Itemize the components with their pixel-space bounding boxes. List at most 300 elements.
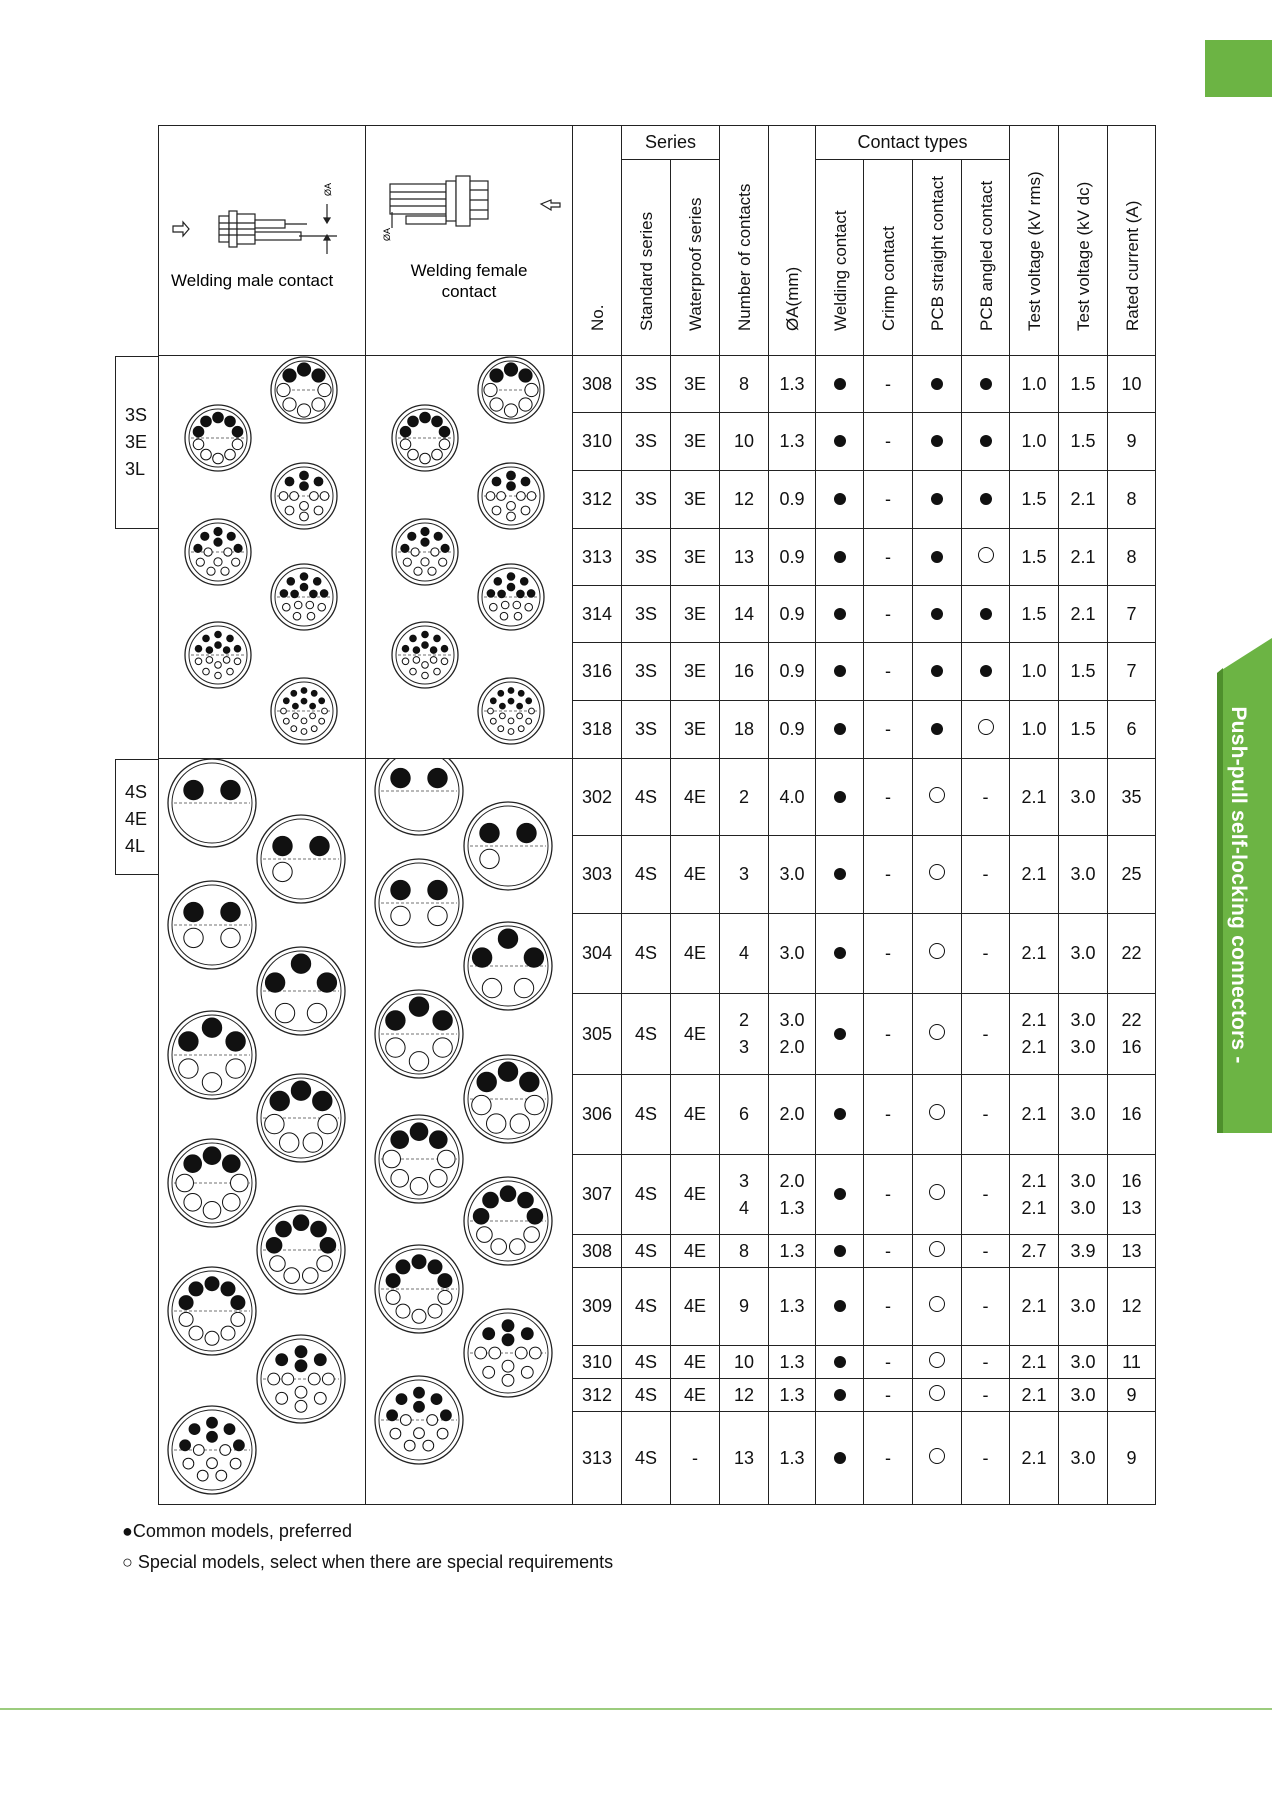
- connector-face-drawing: [478, 564, 544, 630]
- cell-dia: 1.3: [769, 356, 816, 413]
- open-circle-icon: [929, 1104, 945, 1120]
- dash-symbol: -: [885, 603, 891, 624]
- connector-face-drawing: [464, 922, 552, 1010]
- cell-test-rms: 1.0: [1010, 701, 1059, 759]
- cell-welding: [816, 1379, 864, 1412]
- cell-no: 308: [573, 356, 622, 413]
- cell-pcb-angled: [962, 836, 1010, 914]
- dash-symbol: -: [885, 546, 891, 567]
- dash-symbol: -: [982, 1184, 989, 1204]
- connector-face-drawing: [185, 405, 251, 471]
- legend-special: ○ Special models, select when there are special requirements: [122, 1552, 614, 1572]
- cell-num-contacts-line2: 3: [738, 1037, 749, 1057]
- cell-rated-current: 9: [1108, 1412, 1156, 1505]
- cell-standard: 3S: [622, 413, 671, 471]
- cell-test-dc: 3.9: [1059, 1235, 1108, 1268]
- cell-pcb-angled: [962, 1412, 1010, 1505]
- connector-face-drawing: [375, 859, 463, 947]
- cell-test-dc: 3.0: [1059, 1268, 1108, 1346]
- female-contact-drawing: [366, 126, 572, 356]
- col-pcb-straight-label: PCB straight contact: [928, 176, 947, 331]
- dash-symbol: -: [982, 1104, 989, 1124]
- cell-dia: 0.9: [769, 701, 816, 759]
- col-header-test-rms: [1010, 126, 1059, 356]
- dash-symbol: -: [885, 661, 891, 681]
- col-welding-label: Welding contact: [831, 210, 850, 331]
- group-label-4-series: [115, 759, 159, 875]
- cell-num-contacts-line1: 2: [738, 1010, 749, 1030]
- col-header-crimp: [864, 160, 913, 356]
- cell-waterproof: 3E: [671, 413, 720, 471]
- cell-test-rms: 2.1: [1010, 914, 1059, 994]
- cell-pcb-angled: [962, 1268, 1010, 1346]
- cell-rated-current: [1108, 1155, 1156, 1235]
- cell-test-dc: 3.0: [1059, 836, 1108, 914]
- open-circle-icon: [929, 864, 945, 880]
- cell-pcb-angled: [962, 1379, 1010, 1412]
- cell-test-dc-line2: 3.0: [1070, 1037, 1096, 1057]
- cell-rated-current-line1: 16: [1121, 1170, 1142, 1191]
- filled-dot-icon: [931, 665, 943, 677]
- cell-num-contacts: 8: [720, 1235, 769, 1268]
- cell-test-rms: 1.0: [1010, 643, 1059, 701]
- cell-num-contacts: 6: [720, 1075, 769, 1155]
- dash-symbol: -: [982, 1240, 989, 1261]
- cell-test-rms: 2.1: [1010, 836, 1059, 914]
- cell-waterproof: 4E: [671, 1268, 720, 1346]
- cell-no: 307: [573, 1155, 622, 1235]
- dash-symbol: -: [885, 943, 891, 963]
- cell-num-contacts: 3: [720, 836, 769, 914]
- filled-dot-icon: [834, 1389, 846, 1401]
- cell-waterproof: 3E: [671, 529, 720, 586]
- dash-symbol: -: [885, 489, 891, 509]
- dash-symbol: -: [982, 1384, 989, 1405]
- cell-standard: 3S: [622, 586, 671, 643]
- cell-welding: [816, 1268, 864, 1346]
- female-3-series-drawings: [366, 356, 573, 759]
- cell-pcb-straight: [913, 471, 962, 529]
- filled-dot-icon: [931, 551, 943, 563]
- filled-dot-icon: [834, 608, 846, 620]
- connector-face-drawing: [257, 1206, 345, 1294]
- col-header-welding: [816, 160, 864, 356]
- cell-standard: 4S: [622, 1075, 671, 1155]
- connector-face-drawing: [464, 1055, 552, 1143]
- dash-symbol: -: [982, 943, 989, 963]
- cell-pcb-straight: [913, 643, 962, 701]
- connector-face-drawing: [271, 678, 337, 744]
- dash-symbol: -: [982, 1296, 989, 1316]
- cell-crimp: [864, 413, 913, 471]
- cell-welding: [816, 1412, 864, 1505]
- cell-test-rms: 1.5: [1010, 471, 1059, 529]
- cell-test-rms: 1.5: [1010, 529, 1059, 586]
- cell-test-dc: 3.0: [1059, 1412, 1108, 1505]
- filled-dot-icon: [834, 493, 846, 505]
- connector-face-drawing: [375, 1376, 463, 1464]
- cell-dia: 1.3: [769, 1268, 816, 1346]
- cell-pcb-angled: [962, 1346, 1010, 1379]
- open-circle-icon: [929, 1448, 945, 1464]
- cell-pcb-angled: [962, 1155, 1010, 1235]
- cell-pcb-straight: [913, 836, 962, 914]
- cell-pcb-straight: [913, 356, 962, 413]
- cell-pcb-angled: [962, 586, 1010, 643]
- cell-rated-current: 7: [1108, 643, 1156, 701]
- cell-crimp: [864, 1155, 913, 1235]
- cell-dia: 2.0: [769, 1075, 816, 1155]
- open-circle-icon: [929, 787, 945, 803]
- cell-test-rms: 1.0: [1010, 413, 1059, 471]
- cell-num-contacts: 18: [720, 701, 769, 759]
- cell-test-rms: 1.0: [1010, 356, 1059, 413]
- group-4-line1: 4S: [125, 782, 148, 802]
- connector-drawings: [366, 759, 572, 1516]
- filled-dot-icon: [931, 435, 943, 447]
- cell-rated-current: 8: [1108, 471, 1156, 529]
- cell-no: 312: [573, 471, 622, 529]
- cell-dia: 3.0: [769, 836, 816, 914]
- cell-test-rms-line1: 2.1: [1021, 1170, 1047, 1191]
- group-4-line2: 4E: [125, 809, 148, 829]
- cell-test-dc: 2.1: [1059, 471, 1108, 529]
- footer-divider: [0, 1708, 1272, 1710]
- open-circle-icon: [929, 1352, 945, 1368]
- cell-test-dc: 3.0: [1059, 759, 1108, 836]
- cell-no: 310: [573, 413, 622, 471]
- filled-dot-icon: [834, 1188, 846, 1200]
- dash-symbol: -: [885, 1384, 891, 1405]
- filled-dot-icon: [834, 665, 846, 677]
- cell-welding: [816, 529, 864, 586]
- connector-face-drawing: [375, 1245, 463, 1333]
- cell-num-contacts: 12: [720, 471, 769, 529]
- cell-num-contacts: 14: [720, 586, 769, 643]
- cell-crimp: [864, 914, 913, 994]
- cell-pcb-straight: [913, 1075, 962, 1155]
- cell-dia: 0.9: [769, 529, 816, 586]
- cell-waterproof: 4E: [671, 1235, 720, 1268]
- group-4-line3: 4L: [125, 836, 146, 856]
- cell-rated-current: 10: [1108, 356, 1156, 413]
- cell-waterproof: 3E: [671, 701, 720, 759]
- cell-no: 318: [573, 701, 622, 759]
- cell-crimp: [864, 1346, 913, 1379]
- male-contact-drawing: [159, 126, 365, 356]
- col-standard-label: Standard series: [637, 211, 656, 331]
- cell-crimp: [864, 836, 913, 914]
- open-circle-icon: [929, 1385, 945, 1401]
- open-circle-icon: [978, 719, 994, 735]
- cell-pcb-straight: [913, 1346, 962, 1379]
- cell-test-rms: 2.7: [1010, 1235, 1059, 1268]
- connector-face-drawing: [168, 1406, 256, 1494]
- cell-waterproof: 4E: [671, 1075, 720, 1155]
- cell-welding: [816, 1155, 864, 1235]
- cell-test-rms: 2.1: [1010, 1412, 1059, 1505]
- cell-rated-current: 13: [1108, 1235, 1156, 1268]
- connector-face-drawing: [478, 357, 544, 423]
- cell-welding: [816, 1346, 864, 1379]
- filled-dot-icon: [980, 665, 992, 677]
- filled-dot-icon: [834, 947, 846, 959]
- cell-num-contacts: 10: [720, 413, 769, 471]
- cell-dia: 0.9: [769, 471, 816, 529]
- cell-num-contacts: 8: [720, 356, 769, 413]
- col-test-rms-label: Test voltage (kV rms): [1025, 171, 1044, 331]
- col-no-label: No.: [588, 304, 607, 331]
- cell-no: 304: [573, 914, 622, 994]
- cell-test-rms: [1010, 994, 1059, 1075]
- col-header-standard: [622, 160, 671, 356]
- open-circle-icon: [929, 1241, 945, 1257]
- contact-types-group-header: Contact types: [816, 126, 1010, 160]
- cell-num-contacts: 16: [720, 643, 769, 701]
- female-contact-label-2: contact: [441, 282, 497, 301]
- connector-face-drawing: [392, 405, 458, 471]
- cell-no: 306: [573, 1075, 622, 1155]
- cell-standard: 4S: [622, 1155, 671, 1235]
- cell-welding: [816, 1235, 864, 1268]
- cell-waterproof: -: [671, 1412, 720, 1505]
- cell-pcb-angled: [962, 759, 1010, 836]
- table-row: [159, 356, 1156, 413]
- col-header-waterproof: [671, 160, 720, 356]
- cell-dia: 4.0: [769, 759, 816, 836]
- dash-symbol: -: [885, 1296, 891, 1316]
- filled-dot-icon: [980, 608, 992, 620]
- cell-crimp: [864, 759, 913, 836]
- connector-spec-table: [158, 125, 1156, 1505]
- cell-pcb-angled: [962, 914, 1010, 994]
- col-header-num-contacts: [720, 126, 769, 356]
- cell-pcb-straight: [913, 1412, 962, 1505]
- filled-dot-icon: [834, 1300, 846, 1312]
- dash-symbol: -: [982, 1351, 989, 1372]
- cell-standard: 4S: [622, 1268, 671, 1346]
- cell-no: 302: [573, 759, 622, 836]
- dash-symbol: -: [885, 786, 891, 807]
- cell-test-rms: 2.1: [1010, 1075, 1059, 1155]
- cell-welding: [816, 643, 864, 701]
- cell-pcb-straight: [913, 1155, 962, 1235]
- cell-rated-current: 22: [1108, 914, 1156, 994]
- group-3-line3: 3L: [125, 459, 146, 479]
- cell-dia: 0.9: [769, 643, 816, 701]
- cell-test-rms: 2.1: [1010, 1346, 1059, 1379]
- filled-dot-icon: [931, 378, 943, 390]
- cell-test-rms: 1.5: [1010, 586, 1059, 643]
- cell-crimp: [864, 356, 913, 413]
- open-circle-icon: [929, 1184, 945, 1200]
- col-header-pcb-straight: [913, 160, 962, 356]
- cell-no: 313: [573, 529, 622, 586]
- cell-no: 314: [573, 586, 622, 643]
- dash-symbol: -: [982, 864, 989, 884]
- cell-test-dc: 3.0: [1059, 1075, 1108, 1155]
- cell-pcb-straight: [913, 1268, 962, 1346]
- male-contact-label: Welding male contact: [171, 271, 334, 290]
- cell-standard: 3S: [622, 701, 671, 759]
- cell-pcb-angled: [962, 701, 1010, 759]
- cell-test-dc-line1: 3.0: [1070, 1170, 1096, 1191]
- cell-dia: 1.3: [769, 413, 816, 471]
- filled-dot-icon: [834, 1028, 846, 1040]
- filled-dot-icon: [834, 378, 846, 390]
- connector-face-drawing: [392, 519, 458, 585]
- col-test-dc-label: Test voltage (kV dc): [1074, 181, 1093, 331]
- col-header-rated-current: [1108, 126, 1156, 356]
- cell-num-contacts: 2: [720, 759, 769, 836]
- col-rated-current-label: Rated current (A): [1123, 200, 1142, 331]
- cell-standard: 4S: [622, 994, 671, 1075]
- cell-rated-current: 9: [1108, 413, 1156, 471]
- cell-crimp: [864, 643, 913, 701]
- connector-face-drawing: [185, 519, 251, 585]
- cell-crimp: [864, 994, 913, 1075]
- header-male-contact: [159, 126, 366, 356]
- connector-face-drawing: [257, 1335, 345, 1423]
- cell-waterproof: 4E: [671, 836, 720, 914]
- cell-rated-current-line2: 16: [1121, 1037, 1142, 1057]
- col-header-no: [573, 126, 622, 356]
- dash-symbol: -: [982, 1447, 989, 1468]
- cell-rated-current: 8: [1108, 529, 1156, 586]
- connector-face-drawing: [168, 881, 256, 969]
- dash-symbol: -: [885, 1104, 891, 1124]
- dash-symbol: -: [885, 373, 891, 394]
- dash-symbol: -: [885, 1351, 891, 1372]
- cell-test-dc: [1059, 994, 1108, 1075]
- cell-num-contacts: 12: [720, 1379, 769, 1412]
- cell-rated-current: 9: [1108, 1379, 1156, 1412]
- cell-no: 303: [573, 836, 622, 914]
- cell-test-dc: 2.1: [1059, 529, 1108, 586]
- cell-test-rms: [1010, 1155, 1059, 1235]
- connector-face-drawing: [168, 1139, 256, 1227]
- cell-dia-line2: 2.0: [779, 1037, 805, 1057]
- cell-test-rms: 2.1: [1010, 1268, 1059, 1346]
- female-contact-label-1: Welding female: [410, 261, 528, 280]
- cell-pcb-straight: [913, 1379, 962, 1412]
- connector-face-drawing: [464, 1309, 552, 1397]
- filled-dot-icon: [980, 378, 992, 390]
- cell-no: 309: [573, 1268, 622, 1346]
- cell-crimp: [864, 529, 913, 586]
- cell-no: 308: [573, 1235, 622, 1268]
- cell-no: 305: [573, 994, 622, 1075]
- cell-pcb-angled: [962, 643, 1010, 701]
- connector-face-drawing: [271, 564, 337, 630]
- cell-welding: [816, 701, 864, 759]
- cell-rated-current: 6: [1108, 701, 1156, 759]
- cell-test-dc: 1.5: [1059, 643, 1108, 701]
- cell-waterproof: 4E: [671, 1379, 720, 1412]
- cell-waterproof: 4E: [671, 1346, 720, 1379]
- dash-symbol: -: [885, 1240, 891, 1261]
- cell-test-dc: 1.5: [1059, 413, 1108, 471]
- cell-pcb-straight: [913, 701, 962, 759]
- connector-drawings: [159, 356, 365, 759]
- connector-face-drawing: [168, 1267, 256, 1355]
- cell-crimp: [864, 1379, 913, 1412]
- filled-dot-icon: [834, 435, 846, 447]
- cell-no: 310: [573, 1346, 622, 1379]
- dash-symbol: -: [885, 864, 891, 884]
- cell-dia-line2: 1.3: [779, 1197, 805, 1218]
- cell-pcb-angled: [962, 356, 1010, 413]
- cell-standard: 4S: [622, 1346, 671, 1379]
- cell-test-dc: 3.0: [1059, 914, 1108, 994]
- cell-dia: 3.0: [769, 914, 816, 994]
- cell-pcb-straight: [913, 994, 962, 1075]
- cell-pcb-straight: [913, 413, 962, 471]
- cell-dia-line1: 3.0: [779, 1010, 805, 1030]
- cell-crimp: [864, 1412, 913, 1505]
- filled-dot-icon: [834, 868, 846, 880]
- filled-dot-icon: [834, 551, 846, 563]
- cell-test-rms: 2.1: [1010, 1379, 1059, 1412]
- filled-dot-icon: [980, 435, 992, 447]
- cell-waterproof: 3E: [671, 356, 720, 413]
- col-header-dia: [769, 126, 816, 356]
- dash-symbol: -: [885, 719, 891, 739]
- female-dim-label: ØA: [382, 227, 392, 241]
- cell-num-contacts-line1: 3: [738, 1170, 749, 1191]
- dash-symbol: -: [982, 786, 989, 807]
- group-3-line1: 3S: [125, 405, 148, 425]
- connector-face-drawing: [168, 1011, 256, 1099]
- connector-face-drawing: [478, 678, 544, 744]
- cell-waterproof: 3E: [671, 471, 720, 529]
- legend-common: ●Common models, preferred: [122, 1521, 352, 1541]
- connector-face-drawing: [375, 1115, 463, 1203]
- cell-rated-current: 35: [1108, 759, 1156, 836]
- col-crimp-label: Crimp contact: [879, 226, 898, 331]
- connector-face-drawing: [375, 990, 463, 1078]
- connector-face-drawing: [185, 622, 251, 688]
- cell-num-contacts-line2: 4: [738, 1197, 749, 1218]
- cell-num-contacts: [720, 1155, 769, 1235]
- cell-waterproof: 3E: [671, 586, 720, 643]
- cell-standard: 4S: [622, 836, 671, 914]
- cell-test-rms-line1: 2.1: [1021, 1010, 1047, 1030]
- connector-face-drawing: [257, 815, 345, 903]
- cell-no: 313: [573, 1412, 622, 1505]
- open-circle-icon: [978, 547, 994, 563]
- col-num-contacts-label: Number of contacts: [735, 183, 754, 331]
- connector-face-drawing: [271, 357, 337, 423]
- cell-dia: 1.3: [769, 1379, 816, 1412]
- dash-symbol: -: [885, 1447, 891, 1468]
- cell-welding: [816, 759, 864, 836]
- filled-dot-icon: [834, 723, 846, 735]
- cell-crimp: [864, 471, 913, 529]
- filled-dot-icon: [834, 1452, 846, 1464]
- cell-welding: [816, 356, 864, 413]
- cell-test-dc: 3.0: [1059, 1379, 1108, 1412]
- cell-test-dc-line2: 3.0: [1070, 1197, 1096, 1218]
- cell-rated-current-line1: 22: [1121, 1010, 1142, 1030]
- corner-green-tab: [1205, 40, 1272, 97]
- cell-standard: 3S: [622, 529, 671, 586]
- cell-no: 316: [573, 643, 622, 701]
- cell-pcb-straight: [913, 914, 962, 994]
- open-circle-icon: [929, 943, 945, 959]
- connector-face-drawing: [464, 802, 552, 890]
- cell-crimp: [864, 701, 913, 759]
